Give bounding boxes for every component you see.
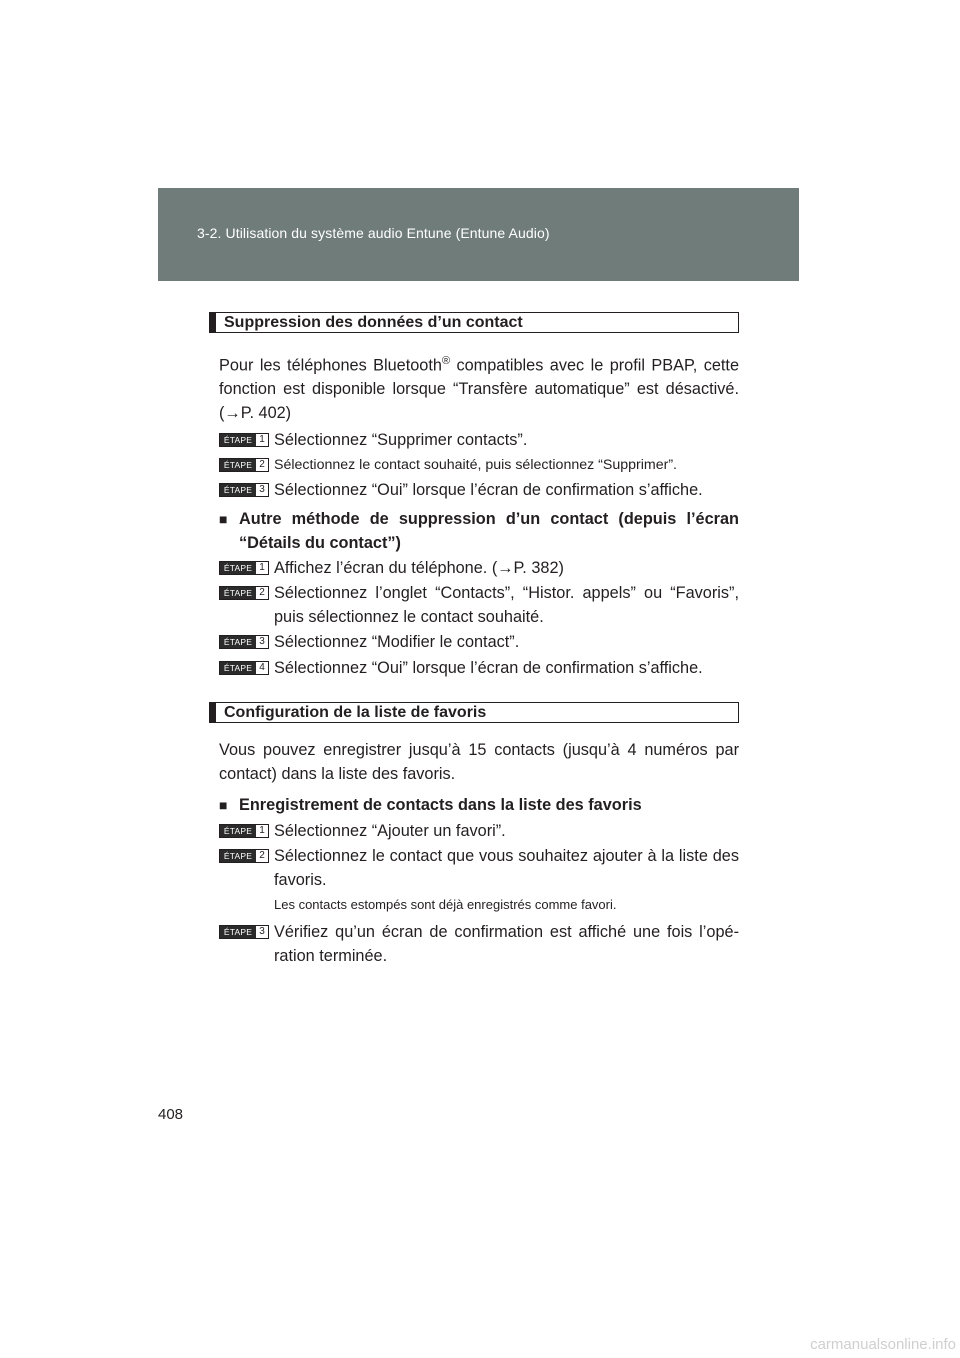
step-item [219, 556, 739, 580]
step-badge: ÉTAPE 1 [219, 433, 269, 447]
arrow-right-icon: → [224, 404, 241, 423]
step-item [219, 844, 739, 892]
step-text: Sélectionnez le contact que vous souhaitez ajouter à la liste des favoris. [274, 847, 739, 889]
step-item [219, 656, 739, 680]
step-note: Les contacts estompés sont déjà enregistrés comme favori. [274, 897, 617, 912]
section-heading-box [209, 702, 739, 723]
section-intro-paragraph: Pour les téléphones Bluetooth® compatibles avec le profil PBAP, cette fonction est disponible lorsque “Transfère automatique” est désactivé. (→P. 402) [219, 355, 739, 423]
subsection-heading: ■ Autre méthode de suppression d’un contact (depuis l’écran “Détails du contact”) [219, 507, 739, 555]
step-badge: ÉTAPE 2 [219, 458, 269, 472]
step-badge: ÉTAPE 1 [219, 824, 269, 838]
step-item [219, 920, 739, 968]
step-text: Sélectionnez “Ajouter un favori”. [274, 822, 506, 840]
step-badge: ÉTAPE 3 [219, 635, 269, 649]
step-text: Sélectionnez le contact souhaité, puis sélectionnez “Supprimer”. [274, 457, 677, 473]
watermark: carmanualsonline.info [810, 1336, 956, 1353]
step-item [219, 428, 739, 452]
section-heading-box [209, 312, 739, 333]
step-badge: ÉTAPE 4 [219, 661, 269, 675]
step-text: Sélectionnez “Supprimer contacts”. [274, 431, 528, 449]
page-number: 408 [158, 1106, 184, 1123]
step-badge: ÉTAPE 3 [219, 925, 269, 939]
step-badge: ÉTAPE 1 [219, 561, 269, 575]
chapter-header-title: 3-2. Utilisation du système audio Entune (Entune Audio) [197, 225, 550, 241]
section-title: Configuration de la liste de favoris [224, 704, 487, 721]
subsection-heading: ■ Enregistrement de contacts dans la liste des favoris [219, 793, 739, 817]
step-item [219, 453, 739, 477]
step-item [219, 478, 739, 502]
square-bullet-icon: ■ [219, 797, 228, 813]
step-text: Sélectionnez “Modifier le contact”. [274, 633, 520, 651]
step-text: Affichez l’écran du téléphone. (→P. 382) [274, 559, 564, 577]
step-badge: ÉTAPE 2 [219, 849, 269, 863]
square-bullet-icon: ■ [219, 511, 228, 527]
step-item [219, 819, 739, 843]
step-text: Sélectionnez “Oui” lorsque l’écran de confirmation s’affiche. [274, 481, 703, 499]
step-item [219, 630, 739, 654]
step-text: Sélectionnez l’onglet “Contacts”, “Histor. appels” ou “Favoris”, puis sélectionnez le contact souhaité. [274, 584, 739, 626]
arrow-right-icon: → [497, 559, 514, 577]
step-item [219, 581, 739, 629]
step-badge: ÉTAPE 2 [219, 586, 269, 600]
step-badge: ÉTAPE 3 [219, 483, 269, 497]
section-title: Suppression des données d’un contact [224, 314, 523, 331]
step-text: Sélectionnez “Oui” lorsque l’écran de confirmation s’affiche. [274, 659, 703, 677]
section-intro-paragraph: Vous pouvez enregistrer jusqu’à 15 contacts (jusqu’à 4 numéros par contact) dans la liste des favoris. [219, 741, 739, 783]
step-text: Vérifiez qu’un écran de confirmation est affiché une fois l’opé-ration terminée. [274, 923, 739, 965]
